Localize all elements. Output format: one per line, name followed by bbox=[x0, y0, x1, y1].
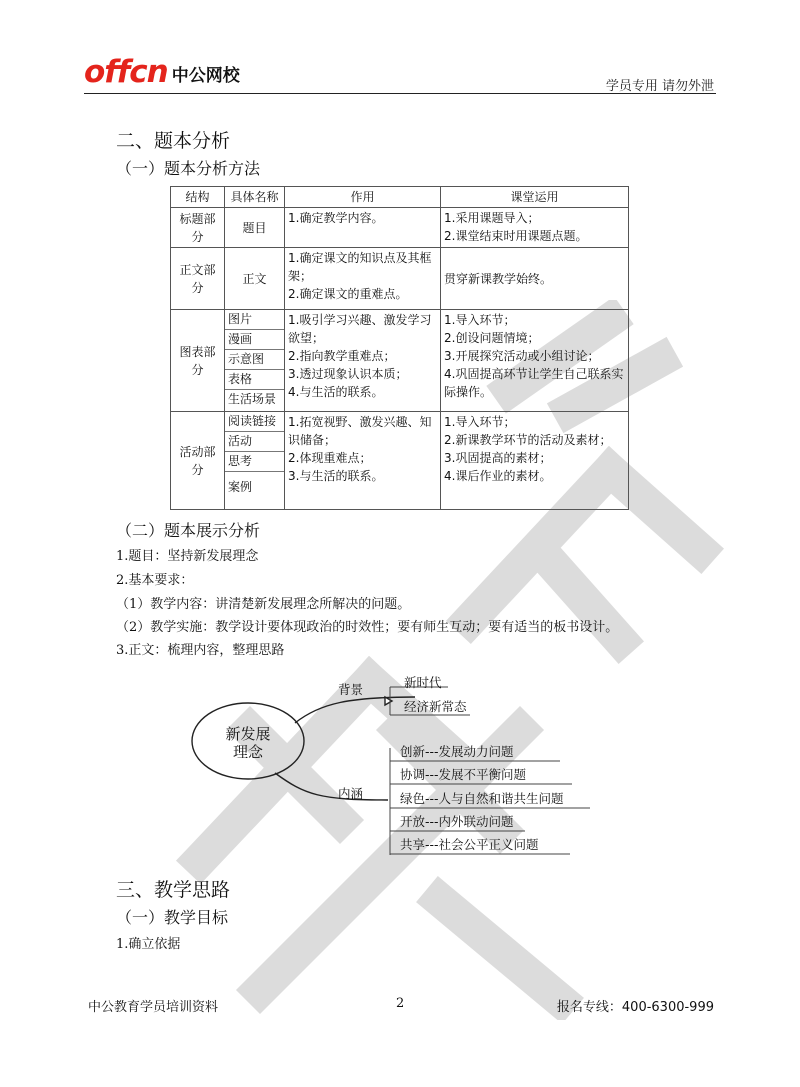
use-item: 2.新课教学环节的活动及素材； bbox=[444, 433, 612, 447]
analysis-table bbox=[170, 186, 629, 510]
mindmap-leaf: 绿色---人与自然和谐共生问题 bbox=[400, 791, 564, 806]
mindmap-leaf: 新时代 bbox=[404, 675, 442, 690]
mindmap-leaf: 经济新常态 bbox=[404, 699, 467, 714]
subsection-title-objectives: （一）教学目标 bbox=[116, 908, 229, 927]
structure-cell bbox=[171, 248, 225, 310]
function-item: 4.与生活的联系。 bbox=[288, 385, 384, 399]
logo-wordmark: offcn bbox=[84, 54, 168, 90]
use-item: 贯穿新课教学始终。 bbox=[444, 271, 553, 286]
function-cell bbox=[285, 412, 441, 510]
name-label: 思考 bbox=[225, 452, 284, 472]
structure-label: 图表部分 bbox=[179, 344, 216, 377]
use-item: 4.课后作业的素材。 bbox=[444, 469, 552, 483]
brand-logo bbox=[84, 56, 240, 88]
table-header-row bbox=[171, 187, 629, 208]
function-item: 1.吸引学习兴趣、激发学习欲望； bbox=[288, 313, 432, 345]
footer-left: 中公教育学员培训资料 bbox=[88, 1000, 219, 1015]
name-label: 表格 bbox=[225, 370, 284, 390]
name-label: 阅读链接 bbox=[225, 412, 284, 432]
structure-label: 正文部分 bbox=[179, 262, 216, 295]
table-row bbox=[171, 310, 629, 412]
section-title-teaching-approach: 三、教学思路 bbox=[116, 879, 231, 901]
logo-chinese-name: 中公网校 bbox=[171, 66, 240, 86]
text-line: （2）教学实施：教学设计要体现政治的时效性；要有师生互动；要有适当的板书设计。 bbox=[116, 620, 619, 635]
mindmap-branch-connotation: 内涵 bbox=[338, 786, 364, 801]
text-line: （1）教学内容：讲清楚新发展理念所解决的问题。 bbox=[116, 597, 411, 612]
name-label: 正文 bbox=[242, 271, 267, 286]
function-item: 2.确定课文的重难点。 bbox=[288, 287, 408, 301]
structure-label: 活动部分 bbox=[179, 444, 216, 477]
name-cell bbox=[225, 208, 285, 248]
section-title-analysis: 二、题本分析 bbox=[116, 130, 231, 152]
function-item: 1.确定教学内容。 bbox=[288, 211, 384, 225]
function-item: 2.指向教学重难点； bbox=[288, 349, 396, 363]
page-number: 2 bbox=[396, 996, 405, 1011]
text-line: 1.确立依据 bbox=[116, 937, 181, 952]
name-cell bbox=[225, 412, 285, 510]
mindmap-center-line: 理念 bbox=[232, 743, 263, 761]
table-row bbox=[171, 208, 629, 248]
header-divider bbox=[84, 93, 716, 94]
subsection-title-methods: （一）题本分析方法 bbox=[116, 159, 261, 178]
table-row bbox=[171, 248, 629, 310]
use-item: 3.开展探究活动或小组讨论； bbox=[444, 349, 600, 363]
use-item: 2.创设问题情境； bbox=[444, 331, 540, 345]
name-label: 生活场景 bbox=[228, 392, 277, 406]
use-item: 2.课堂结束时用课题点题。 bbox=[444, 229, 588, 243]
text-line: 3.正文：梳理内容，整理思路 bbox=[116, 643, 285, 658]
name-label: 题目 bbox=[242, 220, 267, 235]
structure-cell bbox=[171, 310, 225, 412]
use-item: 1.采用课题导入； bbox=[444, 211, 540, 225]
function-item: 1.确定课文的知识点及其框架； bbox=[288, 251, 432, 283]
mindmap-leaf: 共享---社会公平正义问题 bbox=[400, 837, 539, 852]
name-cell bbox=[225, 310, 285, 412]
name-label: 案例 bbox=[228, 480, 253, 494]
table-header: 结构 bbox=[171, 187, 225, 208]
structure-cell bbox=[171, 412, 225, 510]
mindmap-center-line: 新发展 bbox=[225, 725, 271, 743]
structure-cell bbox=[171, 208, 225, 248]
name-label: 漫画 bbox=[225, 330, 284, 350]
name-cell bbox=[225, 248, 285, 310]
structure-label: 标题部分 bbox=[179, 211, 216, 244]
mindmap-diagram bbox=[180, 665, 610, 860]
mindmap-leaf: 创新---发展动力问题 bbox=[400, 744, 514, 759]
function-item: 2.体现重难点； bbox=[288, 451, 372, 465]
use-cell bbox=[441, 310, 629, 412]
function-item: 1.拓宽视野、激发兴趣、知识储备； bbox=[288, 415, 432, 447]
text-line: 1.题目：坚持新发展理念 bbox=[116, 549, 259, 564]
table-header: 作用 bbox=[285, 187, 441, 208]
subsection-title-display: （二）题本展示分析 bbox=[116, 521, 261, 540]
function-cell bbox=[285, 310, 441, 412]
use-item: 1.导入环节； bbox=[444, 415, 516, 429]
use-cell bbox=[441, 208, 629, 248]
use-item: 1.导入环节； bbox=[444, 313, 516, 327]
function-cell bbox=[285, 208, 441, 248]
function-cell bbox=[285, 248, 441, 310]
text-line: 2.基本要求： bbox=[116, 573, 194, 588]
footer-right: 报名专线：400-6300-999 bbox=[556, 1000, 714, 1015]
function-item: 3.与生活的联系。 bbox=[288, 469, 384, 483]
mindmap-leaf: 协调---发展不平衡问题 bbox=[400, 767, 527, 782]
mindmap-center-node bbox=[214, 725, 282, 761]
name-label: 图片 bbox=[225, 310, 284, 330]
name-label: 活动 bbox=[225, 432, 284, 452]
use-item: 4.巩固提高环节让学生自己联系实际操作。 bbox=[444, 367, 624, 399]
table-header: 课堂运用 bbox=[441, 187, 629, 208]
table-row bbox=[171, 412, 629, 510]
header-confidential-note: 学员专用 请勿外泄 bbox=[605, 79, 714, 94]
mindmap-leaf: 开放---内外联动问题 bbox=[400, 814, 514, 829]
mindmap-branch-background: 背景 bbox=[338, 682, 364, 697]
use-item: 3.巩固提高的素材； bbox=[444, 451, 552, 465]
use-cell bbox=[441, 412, 629, 510]
name-label: 示意图 bbox=[225, 350, 284, 370]
table-header: 具体名称 bbox=[225, 187, 285, 208]
function-item: 3.透过现象认识本质； bbox=[288, 367, 408, 381]
use-cell bbox=[441, 248, 629, 310]
